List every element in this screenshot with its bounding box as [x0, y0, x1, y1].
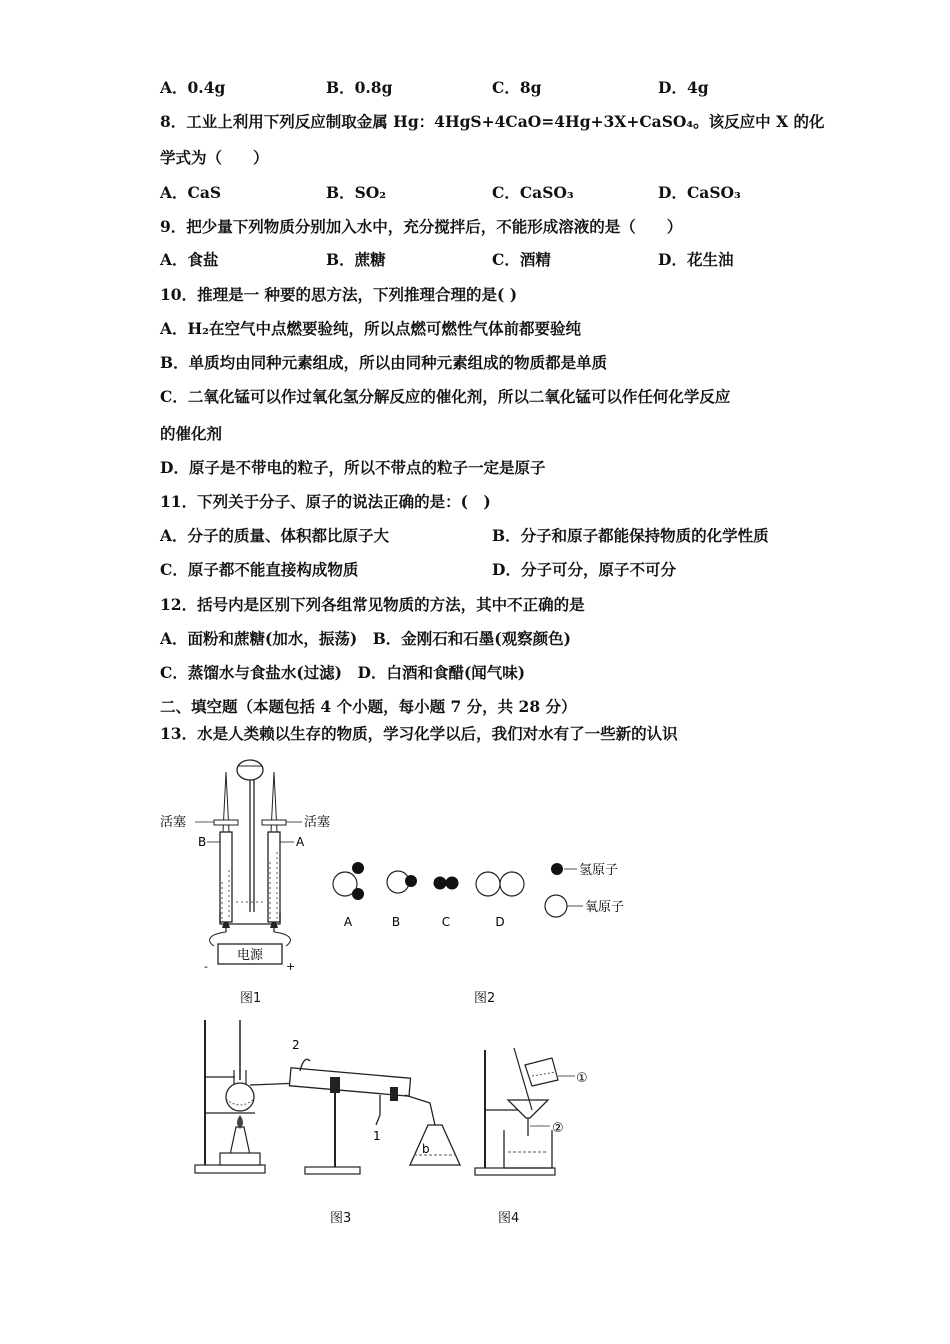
q7-option-a: A．0.4g: [160, 78, 226, 97]
fig4-label-2: ②: [552, 1121, 564, 1136]
q12-options-line1: A．面粉和蔗糖(加水，振荡) B．金刚石和石墨(观察颜色): [160, 629, 571, 648]
q11-option-c: C．原子都不能直接构成物质: [160, 560, 359, 579]
filtration-apparatus-figure: [470, 1040, 610, 1180]
q10-option-a: A．H₂在空气中点燃要验纯，所以点燃可燃性气体前都要验纯: [160, 319, 581, 338]
fig3-label-1: 1: [373, 1129, 381, 1143]
figure-4-caption: 图4: [498, 1211, 520, 1226]
q7-option-d: D．4g: [658, 78, 709, 97]
q7-option-c: C．8g: [492, 78, 542, 97]
figure-1-caption: 图1: [240, 991, 262, 1006]
fig3-label-b: b: [422, 1142, 430, 1156]
figure-3-caption: 图3: [330, 1211, 352, 1226]
q11-option-a: A．分子的质量、体积都比原子大: [160, 526, 390, 545]
q9-option-c: C．酒精: [492, 250, 551, 269]
distillation-apparatus-figure: [190, 1015, 470, 1180]
q7-option-b: B．0.8g: [326, 78, 393, 97]
q8-option-a: A．CaS: [160, 183, 222, 202]
power-label: 电源: [236, 948, 264, 963]
q11-stem: 11．下列关于分子、原子的说法正确的是：( ): [160, 492, 491, 511]
q9-option-b: B．蔗糖: [326, 250, 386, 269]
fig4-label-1: ①: [576, 1071, 588, 1086]
model-b-label: B: [391, 915, 401, 929]
q11-option-b: B．分子和原子都能保持物质的化学性质: [492, 526, 769, 545]
valve-left-label: 活塞: [160, 815, 187, 830]
figure-2-caption: 图2: [474, 991, 496, 1006]
tube-b-label: B: [198, 835, 207, 849]
q10-option-d: D．原子是不带电的粒子，所以不带点的粒子一定是原子: [160, 458, 546, 477]
q9-stem: 9．把少量下列物质分别加入水中，充分搅拌后，不能形成溶液的是（ ）: [160, 217, 683, 236]
molecule-models-figure: [325, 852, 645, 932]
power-minus-label: -: [204, 960, 208, 973]
q8-stem-line1: 8．工业上利用下列反应制取金属 Hg：4HgS+4CaO=4Hg+3X+CaSO₄。该反应中 X 的化: [160, 112, 825, 131]
model-c-label: C: [441, 915, 451, 929]
valve-right-label: 活塞: [304, 815, 331, 830]
q10-option-c-line2: 的催化剂: [160, 424, 223, 443]
q10-option-c-line1: C．二氧化锰可以作过氧化氢分解反应的催化剂，所以二氧化锰可以作任何化学反应: [160, 387, 731, 406]
electrolysis-apparatus-figure: [150, 752, 350, 974]
q13-stem: 13．水是人类赖以生存的物质，学习化学以后，我们对水有了一些新的认识: [160, 724, 678, 743]
q8-option-c: C．CaSO₃: [492, 183, 574, 202]
legend-hydrogen-label: 氢原子: [579, 863, 619, 878]
q10-option-b: B．单质均由同种元素组成，所以由同种元素组成的物质都是单质: [160, 353, 608, 372]
q8-option-b: B．SO₂: [326, 183, 387, 202]
q8-stem-line2: 学式为（ ）: [160, 148, 269, 167]
power-plus-label: +: [286, 960, 296, 973]
q11-option-d: D．分子可分，原子不可分: [492, 560, 676, 579]
q10-stem: 10．推理是一 种要的思方法，下列推理合理的是( ): [160, 285, 518, 304]
fig3-label-2: 2: [292, 1038, 300, 1052]
section-2-heading: 二、填空题（本题包括 4 个小题，每小题 7 分，共 28 分）: [160, 697, 577, 716]
model-a-label: A: [343, 915, 353, 929]
q8-option-d: D．CaSO₃: [658, 183, 741, 202]
legend-oxygen-label: 氧原子: [585, 900, 625, 915]
q12-stem: 12．括号内是区别下列各组常见物质的方法，其中不正确的是: [160, 595, 585, 614]
model-d-label: D: [495, 915, 505, 929]
q12-options-line2: C．蒸馏水与食盐水(过滤) D．白酒和食醋(闻气味): [160, 663, 526, 682]
q9-option-d: D．花生油: [658, 250, 734, 269]
q9-option-a: A．食盐: [160, 250, 219, 269]
tube-a-label: A: [296, 835, 305, 849]
